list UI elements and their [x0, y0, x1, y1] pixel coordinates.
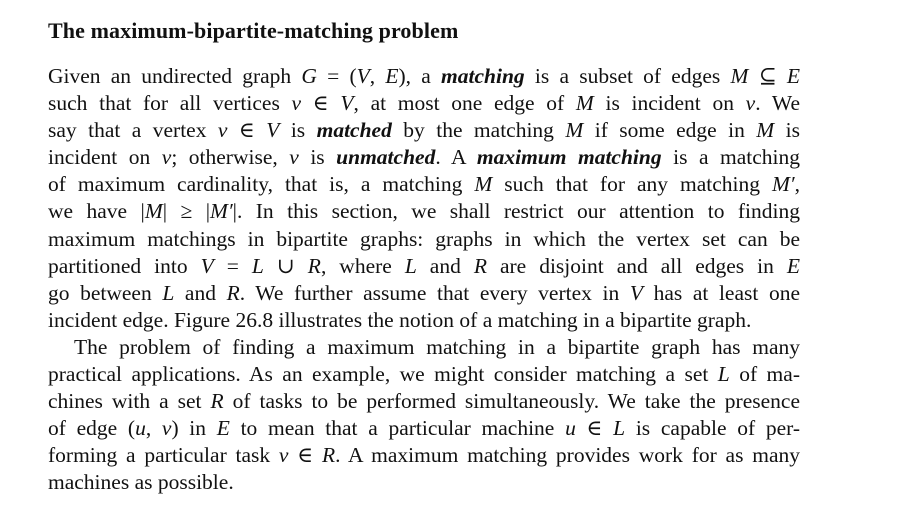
text-line: Given an undirected graph G = (V, E), a matching is a subset of edges M ⊆ E	[48, 64, 800, 88]
section-heading: The maximum-bipartite-matching problem	[48, 18, 459, 43]
text-line: machines as possible.	[48, 470, 234, 495]
text-line: of maximum cardinality, that is, a matching M such that for any matching M′,	[48, 172, 800, 197]
text-line: go between L and R. We further assume that every vertex in V has at least one	[48, 280, 800, 305]
text-line: chines with a set R of tasks to be performed simultaneously. We take the presence	[48, 389, 800, 414]
paragraph-1	[48, 63, 800, 334]
text-line: incident edge. Figure 26.8 illustrates the notion of a matching in a bipartite graph.	[48, 307, 752, 332]
text-line: of edge (u, v) in E to mean that a particular machine u ∈ L is capable of per-	[48, 416, 800, 441]
text-line: practical applications. As an example, we might consider matching a set L of ma-	[48, 362, 800, 387]
text-line: such that for all vertices v ∈ V, at most one edge of M is incident on v. We	[48, 91, 800, 116]
text-line: incident on v; otherwise, v is unmatched. A maximum matching is a matching	[48, 145, 801, 170]
section-body	[48, 63, 800, 497]
text-line: maximum matchings in bipartite graphs: graphs in which the vertex set can be	[48, 226, 800, 251]
text-line: say that a vertex v ∈ V is matched by the matching M if some edge in M is	[48, 118, 800, 143]
paragraph-2	[48, 334, 800, 497]
text-line: we have |M| ≥ |M′|. In this section, we shall restrict our attention to finding	[48, 199, 800, 224]
text-line: The problem of finding a maximum matching in a bipartite graph has many	[74, 334, 800, 359]
text-line: partitioned into V = L ∪ R, where L and R are disjoint and all edges in E	[48, 253, 801, 278]
text-line: forming a particular task v ∈ R. A maximum matching provides work for as many	[48, 443, 800, 468]
